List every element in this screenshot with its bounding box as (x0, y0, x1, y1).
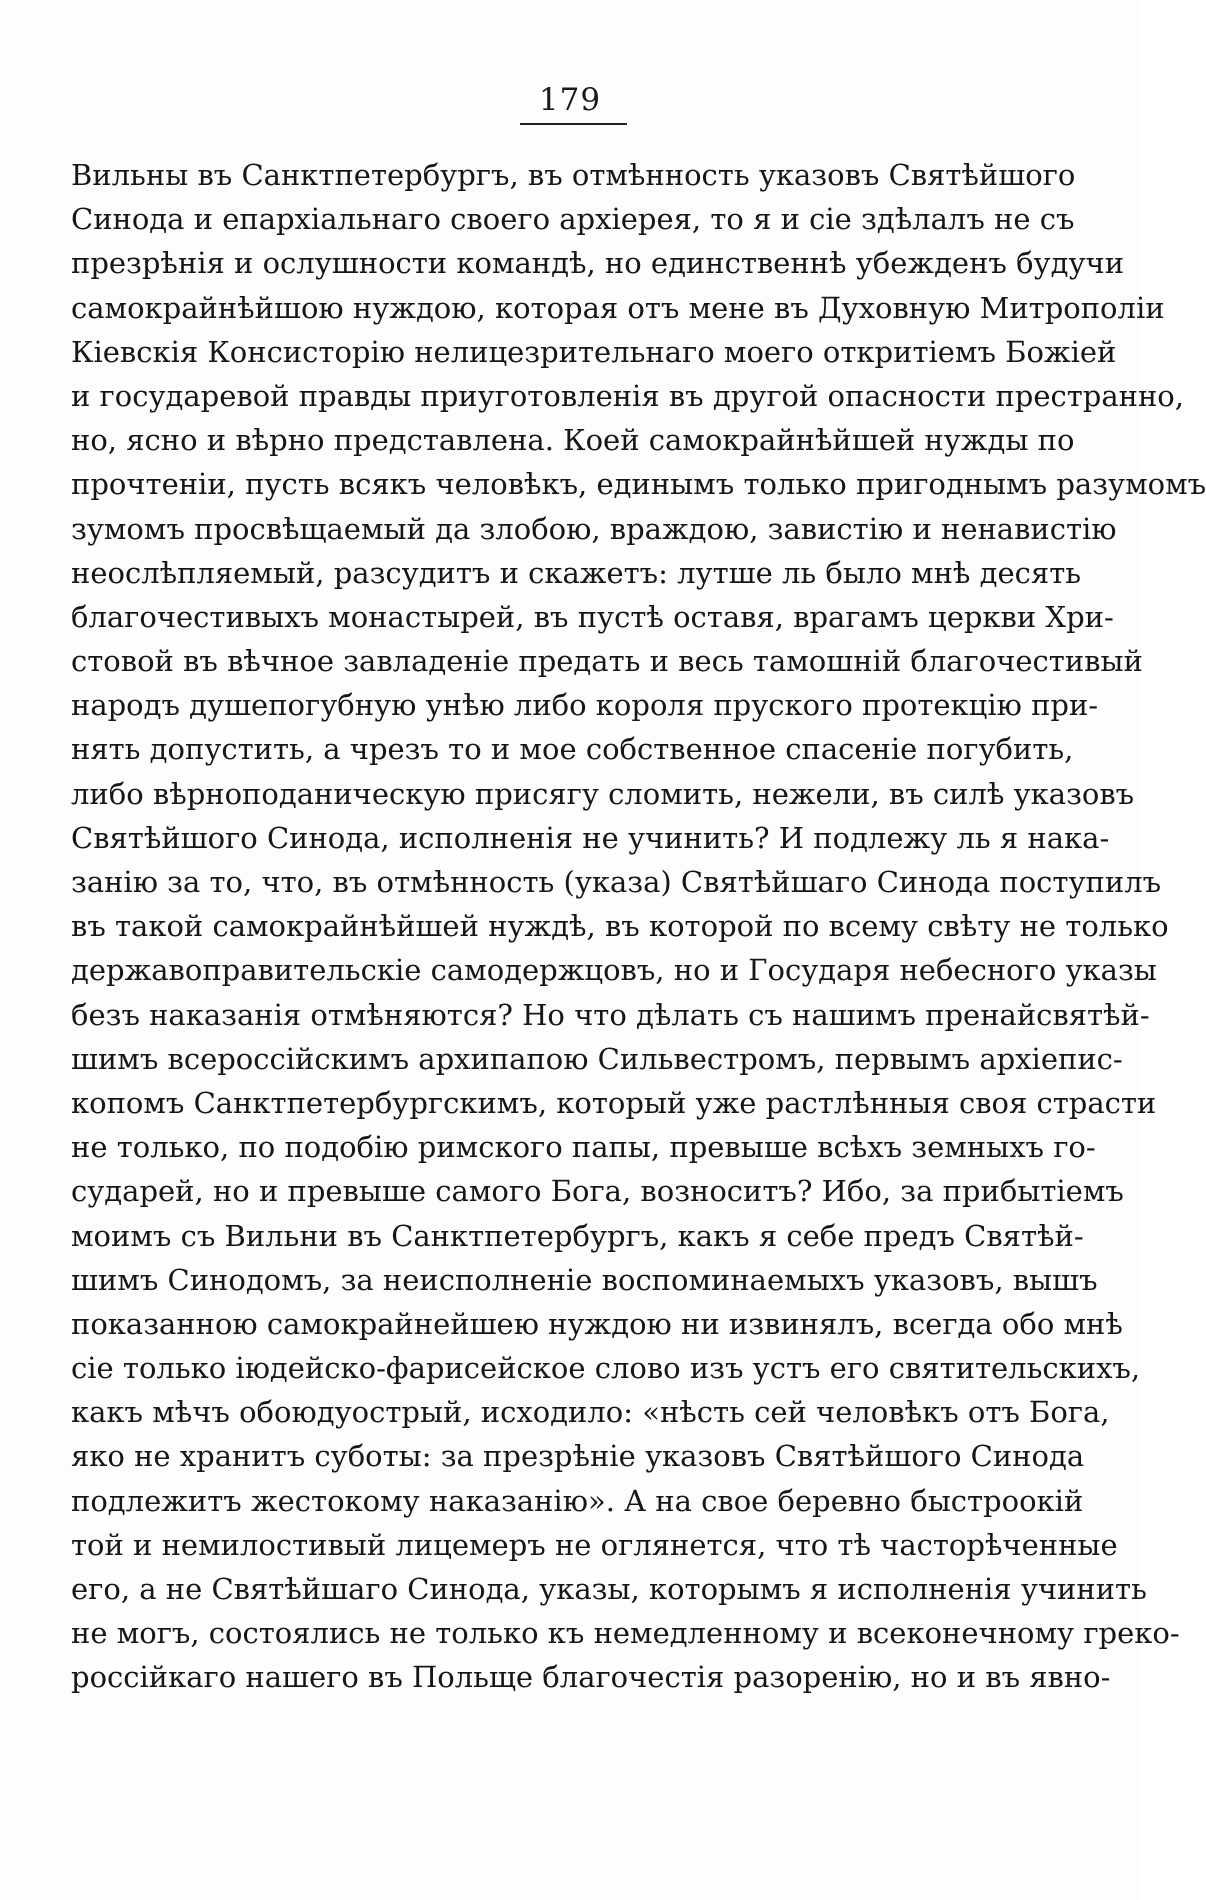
text-line: показанною самокрайнейшею нуждою ни извинялъ, всегда обо мнѣ (71, 1306, 1123, 1341)
text-line: самокрайнѣйшою нуждою, которая отъ мене въ Духовную Митрополіи (71, 290, 1165, 325)
text-line: яко не хранитъ суботы: за презрѣніе указовъ Святѣйшого Синода (71, 1439, 1085, 1474)
text-line: стовой въ вѣчное завладеніе предать и весь тамошній благочестивый (71, 644, 1143, 679)
text-line: благочестивыхъ монастырей, въ пустѣ оставя, врагамъ церкви Хри- (71, 599, 1114, 634)
page-number-rule (520, 123, 627, 125)
text-line: не могъ, состоялись не только къ немедленному и всеконечному греко- (71, 1616, 1180, 1651)
text-line: въ такой самокрайнѣйшей нуждѣ, въ которой по всему свѣту не только (71, 909, 1169, 944)
text-line: и государевой правды приуготовленія въ другой опасности престранно, (71, 378, 1184, 413)
text-line: безъ наказанія отмѣняются? Но что дѣлать съ нашимъ пренайсвятѣй- (71, 997, 1150, 1032)
text-line: Святѣйшого Синода, исполненія не учинить? И подлежу ль я нака- (71, 820, 1110, 855)
text-line: народъ душепогубную унѣю либо короля пруского протекцію при- (71, 688, 1099, 723)
text-line: шимъ Синодомъ, за неисполненіе воспоминаемыхъ указовъ, вышъ (71, 1262, 1098, 1297)
text-line: Синода и епархіальнаго своего архіерея, то я и сіе здѣлалъ не съ (71, 202, 1075, 237)
text-line: подлежитъ жестокому наказанію». А на свое беревно быстроокій (71, 1483, 1084, 1518)
text-line: сіе только іюдейско-фарисейское слово изъ устъ его святительскихъ, (71, 1351, 1141, 1386)
text-line: россійкаго нашего въ Польще благочестія разоренію, но и въ явно- (71, 1660, 1111, 1695)
page-number: 179 (538, 82, 602, 118)
text-line: копомъ Санктпетербургскимъ, который уже растлѣнныя своя страсти (71, 1085, 1157, 1120)
text-line: какъ мѣчъ обоюдуострый, исходило: «нѣсть сей человѣкъ отъ Бога, (71, 1395, 1110, 1430)
text-line: презрѣнія и ослушности командѣ, но единственнѣ убежденъ будучи (71, 246, 1125, 281)
text-line: неослѣпляемый, разсудитъ и скажетъ: лутше ль было мнѣ десять (71, 555, 1082, 590)
text-line: прочтеніи, пусть всякъ человѣкъ, единымъ только пригоднымъ разумомъ (71, 467, 1206, 502)
text-line: не только, по подобію римского папы, превыше всѣхъ земныхъ го- (71, 1130, 1096, 1165)
text-line: сударей, но и превыше самого Бога, возноситъ? Ибо, за прибытіемъ (71, 1174, 1124, 1209)
text-line: занію за то, что, въ отмѣнность (указа) Святѣйшаго Синода поступилъ (71, 865, 1162, 899)
text-line: его, а не Святѣйшаго Синода, указы, которымъ я исполненія учинить (71, 1572, 1147, 1606)
text-line: моимъ съ Вильни въ Санктпетербургъ, какъ я себе предъ Святѣй- (71, 1218, 1084, 1253)
text-line: той и немилостивый лицемеръ не оглянется, что тѣ часторѣченные (71, 1527, 1118, 1562)
text-line: державоправительскіе самодержцовъ, но и Государя небесного указы (71, 953, 1157, 988)
body-text (71, 153, 1206, 1700)
text-line: Вильны въ Санктпетербургъ, въ отмѣнность указовъ Святѣйшого (71, 158, 1076, 192)
text-line: нять допустить, а чрезъ то и мое собственное спасеніе погубить, (71, 732, 1074, 767)
text-line: Кіевскія Консисторію нелицезрительнаго моего откритіемъ Божіей (71, 334, 1117, 369)
text-line: но, ясно и вѣрно представлена. Коей самокрайнѣйшей нужды по (71, 423, 1075, 458)
text-line: шимъ всероссійскимъ архипапою Сильвестромъ, первымъ архіепис- (71, 1041, 1123, 1076)
text-line: либо вѣрноподаническую присягу сломить, нежели, въ силѣ указовъ (71, 776, 1135, 811)
text-line: зумомъ просвѣщаемый да злобою, враждою, завистію и ненавистію (71, 511, 1117, 546)
